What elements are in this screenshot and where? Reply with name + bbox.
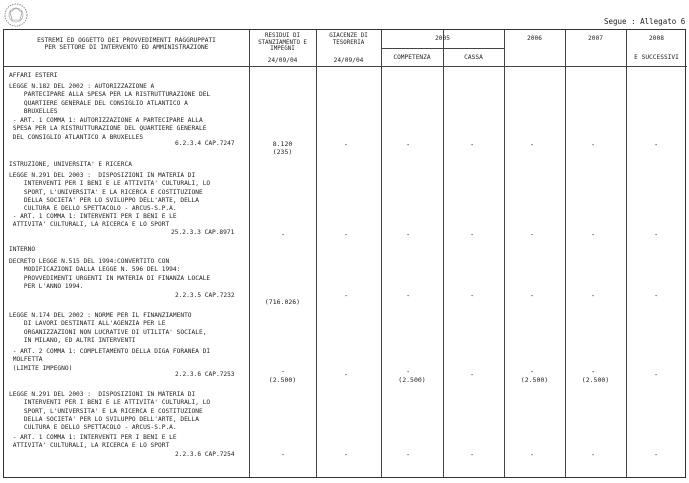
decree-515-competenza: - xyxy=(406,292,411,300)
law-174-cassa: - xyxy=(470,371,475,379)
law-291-2003-a: LEGGE N.291 DEL 2003 : DISPOSIZIONI IN MATERIA DI INTERVENTI PER I BENI E LE ATTIVITA' CULTURALI, LO SPORT, L'UNIVERSITA' E LA RICERCA E COSTITUZIONE DELLA SOCIETA' PER LO SVILUPPO DELL'ARTE, DELLA CULTURA E DELLO SPETTACOLO - ARCUS-S.P.A. xyxy=(9,172,211,213)
law-174-2002-article: - ART. 2 COMMA 1: COMPLETAMENTO DELLA DIGA FORANEA DI MOLFETTA (LIMITE IMPEGNO) xyxy=(12,348,211,372)
law-291-2003-a-article: - ART. 1 COMMA 1: INTERVENTI PER I BENI E LE ATTIVITA' CULTURALI, LA RICERCA E LO SPORT xyxy=(12,213,177,229)
decree-515-1994: DECRETO LEGGE N.515 DEL 1994:CONVERTITO CON MODIFICAZIONI DALLA LEGGE N. 596 DEL 1994: PROVVEDIMENTI URGENTI IN MATERIA DI FINANZA LOCALE PER L'ANNO 1994. xyxy=(9,258,211,290)
law-182-competenza: - xyxy=(406,141,411,149)
law-291-a-2006: - xyxy=(530,231,535,239)
law-182-residui: 8.120 xyxy=(272,140,293,148)
law-182-giacenze: - xyxy=(344,141,349,149)
residui-column-header: RESIDUI DI STANZIAMENTO E IMPEGNI xyxy=(258,33,307,52)
law-182-2002: LEGGE N.182 DEL 2002 : AUTORIZZAZIONE A PARTECIPARE ALLA SPESA PER LA RISTRUTTURAZIONE DEL QUARTIERE GENERALE DEL CONSIGLIO ATLANTICO A BRUXELLES xyxy=(9,83,211,115)
law-182-2002-cap: 6.2.3.4 CAP.7247 xyxy=(175,140,235,147)
year-2006-header: 2006 xyxy=(527,35,542,42)
law-182-residui-paren: (235) xyxy=(272,148,293,156)
law-174-residui-dash: - xyxy=(281,368,286,376)
law-174-2006-dash: - xyxy=(530,368,535,376)
decree-515-giacenze: - xyxy=(344,292,349,300)
decree-515-2008: - xyxy=(654,292,659,300)
law-182-cassa: - xyxy=(470,141,475,149)
decree-515-2007: - xyxy=(591,292,596,300)
law-174-giacenze: - xyxy=(344,371,349,379)
law-182-2006: - xyxy=(530,141,535,149)
law-182-2008: - xyxy=(654,141,659,149)
law-291-2003-b-article: - ART. 1 COMMA 1: INTERVENTI PER I BENI E LE ATTIVITA' CULTURALI, LA RICERCA E LO SPORT xyxy=(12,434,177,450)
law-174-residui: (2.500) xyxy=(268,376,297,384)
decree-515-2006: - xyxy=(530,292,535,300)
sector-istruzione: ISTRUZIONE, UNIVERSITA' E RICERCA xyxy=(9,161,132,168)
law-291-a-residui: - xyxy=(281,231,286,239)
successivi-header: E SUCCESSIVI xyxy=(634,54,679,61)
law-174-2007-dash: - xyxy=(591,368,596,376)
competenza-header: COMPETENZA xyxy=(393,54,431,61)
year-2005-header: 2005 xyxy=(435,35,450,42)
decree-515-cassa: - xyxy=(470,292,475,300)
emblem-seal-icon xyxy=(2,2,32,28)
continuation-label: Segue : Allegato 6 xyxy=(604,17,686,26)
description-column-header: ESTREMI ED OGGETTO DEI PROVVEDIMENTI RAGGRUPPATI PER SETTORE DI INTERVENTO ED AMMINISTRAZIONE xyxy=(37,37,216,51)
law-291-b-2006: - xyxy=(530,451,535,459)
giacenze-date: 24/09/04 xyxy=(333,57,364,64)
law-291-b-competenza: - xyxy=(406,451,411,459)
law-182-2007: - xyxy=(591,141,596,149)
law-291-b-giacenze: - xyxy=(344,451,349,459)
law-291-b-residui: - xyxy=(281,451,286,459)
law-291-a-giacenze: - xyxy=(344,231,349,239)
year-2008-header: 2008 xyxy=(649,35,664,42)
decree-515-cap: 2.2.3.5 CAP.7232 xyxy=(175,292,235,299)
law-174-2008: - xyxy=(654,371,659,379)
sector-interno: INTERNO xyxy=(9,246,36,253)
law-291-a-competenza: - xyxy=(406,231,411,239)
law-291-b-2007: - xyxy=(591,451,596,459)
law-291-b-2008: - xyxy=(654,451,659,459)
law-291-2003-b: LEGGE N.291 DEL 2003 : DISPOSIZIONI IN MATERIA DI INTERVENTI PER I BENI E LE ATTIVITA' CULTURALI, LO SPORT, L'UNIVERSITA' E LA RICERCA E COSTITUZIONE DELLA SOCIETA' PER LO SVILUPPO DELL'ARTE, DELLA CULTURA E DELLO SPETTACOLO - ARCUS-S.P.A. xyxy=(9,391,211,432)
financial-table xyxy=(3,29,686,478)
cassa-header: CASSA xyxy=(464,54,483,61)
law-182-2002-article: - ART. 1 COMMA 1: AUTORIZZAZIONE A PARTECIPARE ALLA SPESA PER LA RISTRUTTURAZIONE DEL QUARTIERE GENERALE DEL CONSIGLIO ATLANTICO A BRUXELLES xyxy=(12,117,207,141)
law-174-2007: (2.500) xyxy=(581,376,610,384)
law-291-b-cap: 2.2.3.6 CAP.7254 xyxy=(175,451,235,458)
sector-affari-esteri: AFFARI ESTERI xyxy=(9,72,58,79)
law-174-competenza: (2.500) xyxy=(398,376,426,384)
decree-515-residui: (716.026) xyxy=(264,298,301,306)
law-291-b-cassa: - xyxy=(470,451,475,459)
law-174-2006: (2.500) xyxy=(520,376,549,384)
law-174-cap: 2.2.3.6 CAP.7253 xyxy=(175,371,235,378)
year-2007-header: 2007 xyxy=(588,35,603,42)
law-291-a-2007: - xyxy=(591,231,596,239)
law-291-a-2008: - xyxy=(654,231,659,239)
law-174-competenza-dash: - xyxy=(406,368,411,376)
residui-date: 24/09/04 xyxy=(267,57,298,64)
law-291-a-cap: 25.2.3.3 CAP.8971 xyxy=(171,229,235,236)
law-291-a-cassa: - xyxy=(470,231,475,239)
law-174-2002: LEGGE N.174 DEL 2002 : NORME PER IL FINANZIAMENTO DI LAVORI DESTINATI ALL'AGENZIA PER LE ORGANIZZAZIONI NON LUCRATIVE DI UTILITA' SOCIALE, IN MILANO, ED ALTRI INTERVENTI xyxy=(9,312,207,344)
giacenze-column-header: GIACENZE DI TESORERIA xyxy=(329,33,368,46)
